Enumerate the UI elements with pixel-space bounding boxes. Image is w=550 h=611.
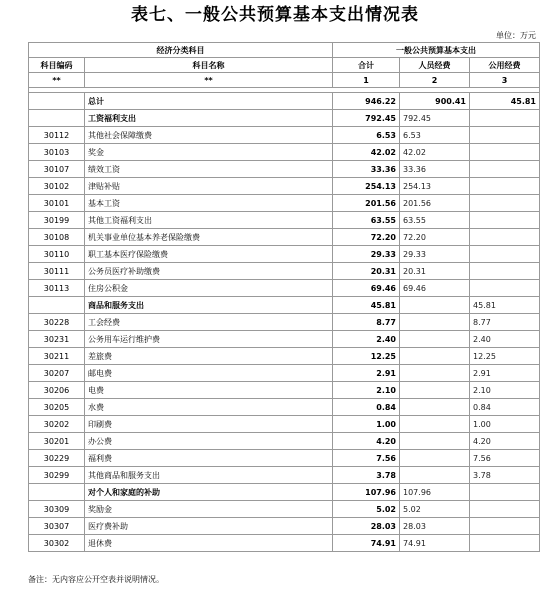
row-total: 29.33 (333, 246, 400, 263)
row-public (470, 263, 540, 280)
row-name: 工资福利支出 (85, 110, 333, 127)
row-code: 30199 (29, 212, 85, 229)
row-personnel (400, 314, 470, 331)
row-personnel: 69.46 (400, 280, 470, 297)
table-row (29, 331, 540, 348)
table-row (29, 110, 540, 127)
row-public: 2.10 (470, 382, 540, 399)
header-name: 科目名称 (85, 58, 333, 73)
table-row (29, 297, 540, 314)
row-total: 254.13 (333, 178, 400, 195)
row-personnel (400, 433, 470, 450)
row-code: 30229 (29, 450, 85, 467)
row-total: 7.56 (333, 450, 400, 467)
row-code: 30112 (29, 127, 85, 144)
row-code: 30206 (29, 382, 85, 399)
row-personnel: 20.31 (400, 263, 470, 280)
row-total: 946.22 (333, 93, 400, 110)
row-total: 74.91 (333, 535, 400, 552)
row-public: 1.00 (470, 416, 540, 433)
row-total: 6.53 (333, 127, 400, 144)
row-code: 30309 (29, 501, 85, 518)
row-public (470, 110, 540, 127)
row-total: 3.78 (333, 467, 400, 484)
table-row (29, 416, 540, 433)
row-public: 12.25 (470, 348, 540, 365)
row-code: 30211 (29, 348, 85, 365)
table-row (29, 229, 540, 246)
row-personnel (400, 331, 470, 348)
row-personnel: 29.33 (400, 246, 470, 263)
row-personnel: 42.02 (400, 144, 470, 161)
row-code: 30113 (29, 280, 85, 297)
row-personnel: 6.53 (400, 127, 470, 144)
table-row (29, 450, 540, 467)
row-public (470, 535, 540, 552)
row-personnel (400, 450, 470, 467)
row-personnel: 792.45 (400, 110, 470, 127)
row-public (470, 212, 540, 229)
footnote: 备注：无内容应公开空表并说明情况。 (28, 575, 164, 584)
table-row (29, 382, 540, 399)
row-public (470, 518, 540, 535)
row-total: 2.91 (333, 365, 400, 382)
row-total: 1.00 (333, 416, 400, 433)
row-personnel: 33.36 (400, 161, 470, 178)
table-row (29, 280, 540, 297)
row-name: 公务用车运行维护费 (85, 331, 333, 348)
row-personnel: 74.91 (400, 535, 470, 552)
row-total: 792.45 (333, 110, 400, 127)
row-name: 工会经费 (85, 314, 333, 331)
index-public: 3 (470, 73, 540, 88)
table-row (29, 467, 540, 484)
row-public (470, 246, 540, 263)
row-public (470, 501, 540, 518)
row-personnel: 107.96 (400, 484, 470, 501)
row-name: 退休费 (85, 535, 333, 552)
row-personnel (400, 416, 470, 433)
row-public (470, 484, 540, 501)
marker-code: ** (29, 73, 85, 88)
table-body (29, 93, 540, 552)
row-code: 30101 (29, 195, 85, 212)
row-personnel (400, 365, 470, 382)
row-name: 商品和服务支出 (85, 297, 333, 314)
table-row (29, 127, 540, 144)
table-row (29, 535, 540, 552)
header-personnel: 人员经费 (400, 58, 470, 73)
row-code: 30228 (29, 314, 85, 331)
row-personnel (400, 348, 470, 365)
row-code: 30102 (29, 178, 85, 195)
header-code: 科目编码 (29, 58, 85, 73)
row-public (470, 280, 540, 297)
header-row-groups (29, 43, 540, 58)
row-total: 4.20 (333, 433, 400, 450)
row-public: 2.91 (470, 365, 540, 382)
row-name: 医疗费补助 (85, 518, 333, 535)
row-public (470, 178, 540, 195)
row-total: 2.10 (333, 382, 400, 399)
row-public (470, 127, 540, 144)
row-code: 30302 (29, 535, 85, 552)
row-name: 邮电费 (85, 365, 333, 382)
row-total: 5.02 (333, 501, 400, 518)
row-name: 奖励金 (85, 501, 333, 518)
row-name: 职工基本医疗保险缴费 (85, 246, 333, 263)
row-code: 30110 (29, 246, 85, 263)
row-total: 72.20 (333, 229, 400, 246)
row-public: 4.20 (470, 433, 540, 450)
row-total: 8.77 (333, 314, 400, 331)
row-code (29, 297, 85, 314)
row-personnel: 28.03 (400, 518, 470, 535)
row-total: 33.36 (333, 161, 400, 178)
row-total: 107.96 (333, 484, 400, 501)
row-code: 30207 (29, 365, 85, 382)
row-total: 28.03 (333, 518, 400, 535)
row-code: 30107 (29, 161, 85, 178)
row-code: 30108 (29, 229, 85, 246)
row-personnel (400, 382, 470, 399)
header-economic-classification: 经济分类科目 (29, 43, 333, 58)
row-total: 63.55 (333, 212, 400, 229)
row-public (470, 161, 540, 178)
table-row (29, 195, 540, 212)
row-total: 201.56 (333, 195, 400, 212)
row-code: 30307 (29, 518, 85, 535)
row-name: 基本工资 (85, 195, 333, 212)
row-public: 2.40 (470, 331, 540, 348)
row-name: 住房公积金 (85, 280, 333, 297)
table-row (29, 144, 540, 161)
row-name: 公务员医疗补助缴费 (85, 263, 333, 280)
row-public: 0.84 (470, 399, 540, 416)
table-row (29, 314, 540, 331)
row-code: 30201 (29, 433, 85, 450)
row-name: 总计 (85, 93, 333, 110)
table-row (29, 433, 540, 450)
table-row (29, 246, 540, 263)
table-row (29, 161, 540, 178)
table-row (29, 501, 540, 518)
row-public: 3.78 (470, 467, 540, 484)
table-row (29, 348, 540, 365)
row-personnel: 5.02 (400, 501, 470, 518)
row-personnel (400, 297, 470, 314)
row-total: 0.84 (333, 399, 400, 416)
row-personnel: 201.56 (400, 195, 470, 212)
row-personnel: 72.20 (400, 229, 470, 246)
row-name: 津贴补贴 (85, 178, 333, 195)
row-personnel: 900.41 (400, 93, 470, 110)
table-row (29, 93, 540, 110)
row-personnel (400, 467, 470, 484)
row-public (470, 229, 540, 246)
row-code (29, 484, 85, 501)
row-code: 30111 (29, 263, 85, 280)
row-code (29, 93, 85, 110)
row-name: 福利费 (85, 450, 333, 467)
row-total: 12.25 (333, 348, 400, 365)
row-total: 2.40 (333, 331, 400, 348)
row-total: 42.02 (333, 144, 400, 161)
row-public: 7.56 (470, 450, 540, 467)
budget-table (28, 42, 540, 552)
row-name: 其他社会保障缴费 (85, 127, 333, 144)
table-row (29, 178, 540, 195)
header-row-columns (29, 58, 540, 73)
table-row (29, 484, 540, 501)
row-code: 30202 (29, 416, 85, 433)
header-basic-expenditure: 一般公共预算基本支出 (333, 43, 540, 58)
table-row (29, 263, 540, 280)
header-public: 公用经费 (470, 58, 540, 73)
row-name: 绩效工资 (85, 161, 333, 178)
row-code: 30299 (29, 467, 85, 484)
row-total: 69.46 (333, 280, 400, 297)
header-total: 合计 (333, 58, 400, 73)
header-row-index (29, 73, 540, 88)
row-name: 水费 (85, 399, 333, 416)
row-name: 对个人和家庭的补助 (85, 484, 333, 501)
table-row (29, 399, 540, 416)
row-code: 30231 (29, 331, 85, 348)
index-personnel: 2 (400, 73, 470, 88)
row-name: 差旅费 (85, 348, 333, 365)
row-public: 45.81 (470, 93, 540, 110)
page-title: 表七、一般公共预算基本支出情况表 (131, 5, 419, 25)
table-row (29, 365, 540, 382)
table-row (29, 212, 540, 229)
row-personnel: 63.55 (400, 212, 470, 229)
row-total: 45.81 (333, 297, 400, 314)
row-code (29, 110, 85, 127)
row-public: 8.77 (470, 314, 540, 331)
row-name: 其他商品和服务支出 (85, 467, 333, 484)
row-public (470, 195, 540, 212)
row-name: 奖金 (85, 144, 333, 161)
table-row (29, 518, 540, 535)
row-public: 45.81 (470, 297, 540, 314)
row-code: 30103 (29, 144, 85, 161)
row-name: 机关事业单位基本养老保险缴费 (85, 229, 333, 246)
marker-name: ** (85, 73, 333, 88)
row-name: 印刷费 (85, 416, 333, 433)
row-total: 20.31 (333, 263, 400, 280)
row-name: 其他工资福利支出 (85, 212, 333, 229)
row-code: 30205 (29, 399, 85, 416)
row-personnel (400, 399, 470, 416)
row-public (470, 144, 540, 161)
row-personnel: 254.13 (400, 178, 470, 195)
unit-label: 单位：万元 (496, 31, 536, 40)
index-total: 1 (333, 73, 400, 88)
row-name: 办公费 (85, 433, 333, 450)
row-name: 电费 (85, 382, 333, 399)
